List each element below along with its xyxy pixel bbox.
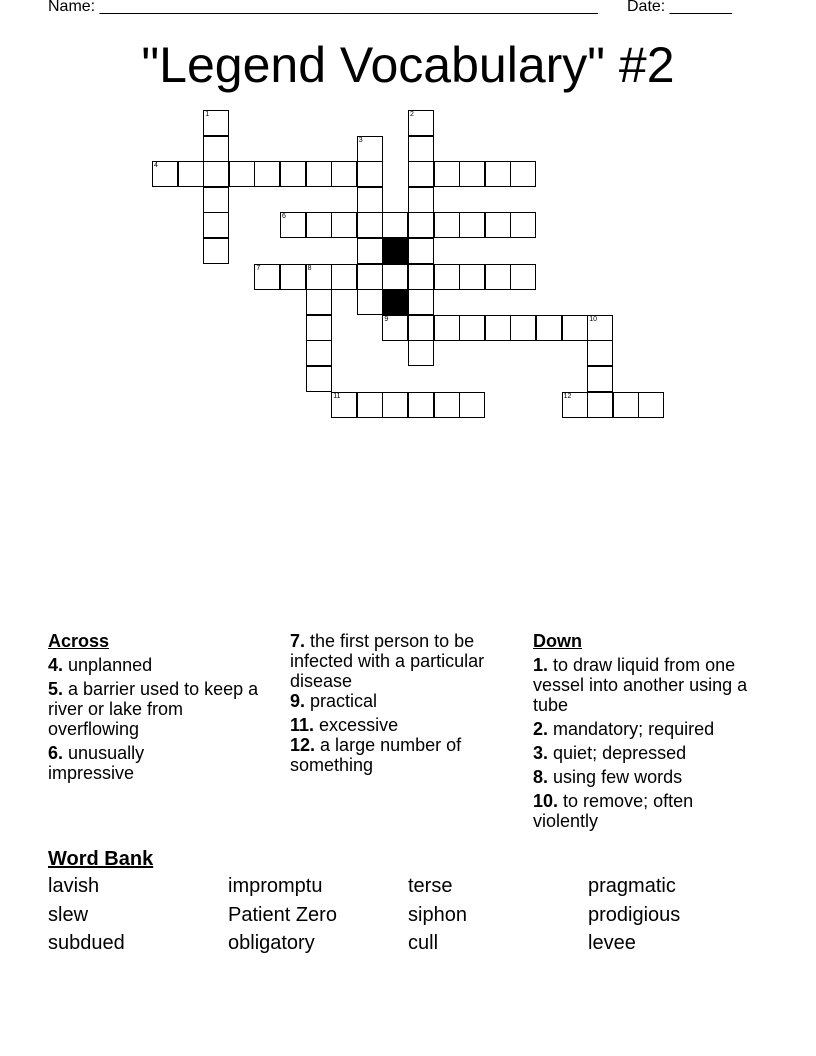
grid-cell[interactable] bbox=[357, 136, 383, 162]
grid-cell[interactable] bbox=[280, 212, 306, 238]
grid-cell[interactable] bbox=[203, 238, 229, 264]
clue-text: a large number of something bbox=[290, 735, 462, 775]
clue-text: to draw liquid from one vessel into another using a tube bbox=[533, 655, 748, 715]
grid-cell[interactable] bbox=[587, 315, 613, 341]
grid-cell[interactable] bbox=[510, 264, 536, 290]
grid-cell[interactable] bbox=[280, 264, 306, 290]
grid-cell[interactable] bbox=[357, 238, 383, 264]
grid-cell[interactable] bbox=[357, 264, 383, 290]
clue-number-label: 1 bbox=[205, 111, 210, 118]
grid-cell[interactable] bbox=[408, 289, 434, 315]
clue-number: 3. bbox=[533, 743, 549, 763]
clue-down-8 bbox=[533, 767, 763, 787]
clue-text: to remove; often violently bbox=[533, 791, 694, 831]
clue-number: 6. bbox=[48, 743, 64, 763]
down-clues bbox=[533, 631, 763, 835]
word-bank-item: cull bbox=[408, 932, 439, 954]
grid-cell[interactable] bbox=[408, 340, 434, 366]
clue-number: 11. bbox=[290, 715, 315, 735]
clue-number: 10. bbox=[533, 791, 559, 811]
grid-cell[interactable] bbox=[587, 392, 613, 418]
grid-cell[interactable] bbox=[357, 187, 383, 213]
grid-cell[interactable] bbox=[229, 161, 255, 187]
clue-number: 4. bbox=[48, 655, 64, 675]
clue-text: excessive bbox=[319, 715, 399, 735]
across-clues-continued bbox=[290, 631, 515, 779]
grid-cell[interactable] bbox=[434, 315, 460, 341]
clue-number-label: 2 bbox=[410, 111, 414, 118]
page-title: "Legend Vocabulary" #2 bbox=[141, 37, 675, 93]
clue-text: unusually impressive bbox=[48, 743, 145, 783]
grid-cell[interactable] bbox=[459, 161, 485, 187]
clue-number-label: 10 bbox=[589, 315, 597, 323]
grid-cell[interactable] bbox=[382, 212, 408, 238]
word-bank-item: lavish bbox=[48, 875, 100, 897]
grid-cell[interactable] bbox=[254, 264, 280, 290]
clue-number: 12. bbox=[290, 735, 316, 755]
grid-cell[interactable] bbox=[459, 264, 485, 290]
grid-cell[interactable] bbox=[459, 212, 485, 238]
word-bank-item: levee bbox=[588, 932, 636, 954]
grid-cell[interactable] bbox=[434, 392, 460, 418]
clue-across-9 bbox=[290, 691, 515, 711]
grid-cell[interactable] bbox=[357, 392, 383, 418]
grid-cell[interactable] bbox=[203, 136, 229, 162]
word-bank-item: impromptu bbox=[228, 875, 323, 897]
clue-number-label: 7 bbox=[256, 264, 261, 272]
blocked-cell bbox=[382, 289, 408, 315]
grid-cell[interactable] bbox=[434, 212, 460, 238]
name-line[interactable]: Name: ________________________________________________________ bbox=[48, 0, 598, 15]
grid-cell[interactable] bbox=[408, 315, 434, 341]
grid-cell[interactable] bbox=[638, 392, 664, 418]
grid-cell[interactable] bbox=[408, 136, 434, 162]
grid-cell[interactable] bbox=[382, 392, 408, 418]
word-bank-item: slew bbox=[48, 904, 89, 926]
clue-across-6 bbox=[48, 743, 198, 783]
clue-down-10 bbox=[533, 791, 763, 831]
grid-cell[interactable] bbox=[331, 392, 357, 418]
grid-cell[interactable] bbox=[408, 238, 434, 264]
across-clues bbox=[48, 631, 278, 787]
grid-cell[interactable] bbox=[536, 315, 562, 341]
clue-number-label: 4 bbox=[154, 162, 158, 170]
grid-cell[interactable] bbox=[485, 161, 511, 187]
grid-cell[interactable] bbox=[459, 315, 485, 341]
grid-cell[interactable] bbox=[203, 212, 229, 238]
grid-cell[interactable] bbox=[152, 161, 178, 187]
clue-text: unplanned bbox=[68, 655, 153, 675]
grid-cell[interactable] bbox=[408, 187, 434, 213]
clue-number: 7. bbox=[290, 631, 306, 651]
clue-down-3 bbox=[533, 743, 763, 763]
grid-cell[interactable] bbox=[459, 392, 485, 418]
grid-cell[interactable] bbox=[357, 161, 383, 187]
grid-cell[interactable] bbox=[178, 161, 204, 187]
grid-cell[interactable] bbox=[306, 315, 332, 341]
grid-cell[interactable] bbox=[510, 212, 536, 238]
clue-number-label: 6 bbox=[282, 213, 286, 221]
grid-cell[interactable] bbox=[485, 315, 511, 341]
grid-cell[interactable] bbox=[254, 161, 280, 187]
grid-cell[interactable] bbox=[434, 264, 460, 290]
clue-number: 1. bbox=[533, 655, 549, 675]
grid-cell[interactable] bbox=[587, 366, 613, 392]
grid-cell[interactable] bbox=[357, 289, 383, 315]
clue-number-label: 8 bbox=[307, 264, 312, 272]
grid-cell[interactable] bbox=[357, 212, 383, 238]
clue-across-11 bbox=[290, 715, 515, 735]
word-bank-item: obligatory bbox=[228, 932, 315, 954]
grid-cell[interactable] bbox=[306, 212, 332, 238]
clue-text: mandatory; required bbox=[553, 719, 715, 739]
clue-text: a barrier used to keep a river or lake from overflowing bbox=[48, 679, 259, 739]
grid-cell[interactable] bbox=[306, 161, 332, 187]
clue-number: 9. bbox=[290, 691, 306, 711]
clue-text: quiet; depressed bbox=[553, 743, 687, 763]
grid-cell[interactable] bbox=[203, 187, 229, 213]
clue-number-label: 11 bbox=[333, 392, 341, 400]
clue-number-label: 9 bbox=[384, 315, 389, 323]
clue-text: the first person to be infected with a particular disease bbox=[290, 631, 485, 691]
word-bank-item: subdued bbox=[48, 932, 125, 954]
grid-cell[interactable] bbox=[306, 366, 332, 392]
grid-cell[interactable] bbox=[306, 340, 332, 366]
grid-cell[interactable] bbox=[382, 264, 408, 290]
clue-number-label: 3 bbox=[358, 136, 363, 144]
word-bank-item: Patient Zero bbox=[228, 904, 337, 926]
grid-cell[interactable] bbox=[408, 264, 434, 290]
grid-cell[interactable] bbox=[510, 161, 536, 187]
grid-cell[interactable] bbox=[306, 289, 332, 315]
clue-number: 8. bbox=[533, 767, 549, 787]
grid-cell[interactable] bbox=[203, 110, 229, 136]
grid-cell[interactable] bbox=[280, 161, 306, 187]
date-line[interactable]: Date: _______ bbox=[627, 0, 732, 15]
grid-cell[interactable] bbox=[382, 315, 408, 341]
grid-cell[interactable] bbox=[331, 264, 357, 290]
grid-cell[interactable] bbox=[562, 392, 588, 418]
word-bank-item: prodigious bbox=[588, 904, 681, 926]
clue-down-1 bbox=[533, 655, 763, 715]
word-bank-item: terse bbox=[408, 875, 453, 897]
grid-cell[interactable] bbox=[485, 264, 511, 290]
clue-across-4 bbox=[48, 655, 278, 675]
clue-across-12 bbox=[290, 735, 515, 775]
grid-cell[interactable] bbox=[485, 212, 511, 238]
grid-cell[interactable] bbox=[331, 212, 357, 238]
clue-number-label: 12 bbox=[563, 392, 572, 400]
clue-across-7 bbox=[290, 631, 515, 691]
word-bank-heading: Word Bank bbox=[48, 848, 154, 870]
grid-cell[interactable] bbox=[331, 161, 357, 187]
clue-across-5 bbox=[48, 679, 278, 739]
word-bank-item: siphon bbox=[408, 904, 467, 926]
grid-cell[interactable] bbox=[408, 212, 434, 238]
grid-cell[interactable] bbox=[306, 264, 332, 290]
clue-text: using few words bbox=[553, 767, 683, 787]
word-bank-item: pragmatic bbox=[588, 875, 676, 897]
grid-cell[interactable] bbox=[510, 315, 536, 341]
grid-cell[interactable] bbox=[434, 161, 460, 187]
grid-cell[interactable] bbox=[408, 392, 434, 418]
clue-text: practical bbox=[310, 691, 378, 711]
grid-cell[interactable] bbox=[203, 161, 229, 187]
clue-number: 5. bbox=[48, 679, 64, 699]
grid-cell[interactable] bbox=[587, 340, 613, 366]
grid-cell[interactable] bbox=[562, 315, 588, 341]
blocked-cell bbox=[382, 238, 408, 264]
grid-cell[interactable] bbox=[613, 392, 639, 418]
across-heading: Across bbox=[48, 631, 110, 651]
grid-cell[interactable] bbox=[408, 110, 434, 136]
down-heading: Down bbox=[533, 631, 582, 651]
clue-down-2 bbox=[533, 719, 763, 739]
clue-number: 2. bbox=[533, 719, 549, 739]
grid-cell[interactable] bbox=[408, 161, 434, 187]
